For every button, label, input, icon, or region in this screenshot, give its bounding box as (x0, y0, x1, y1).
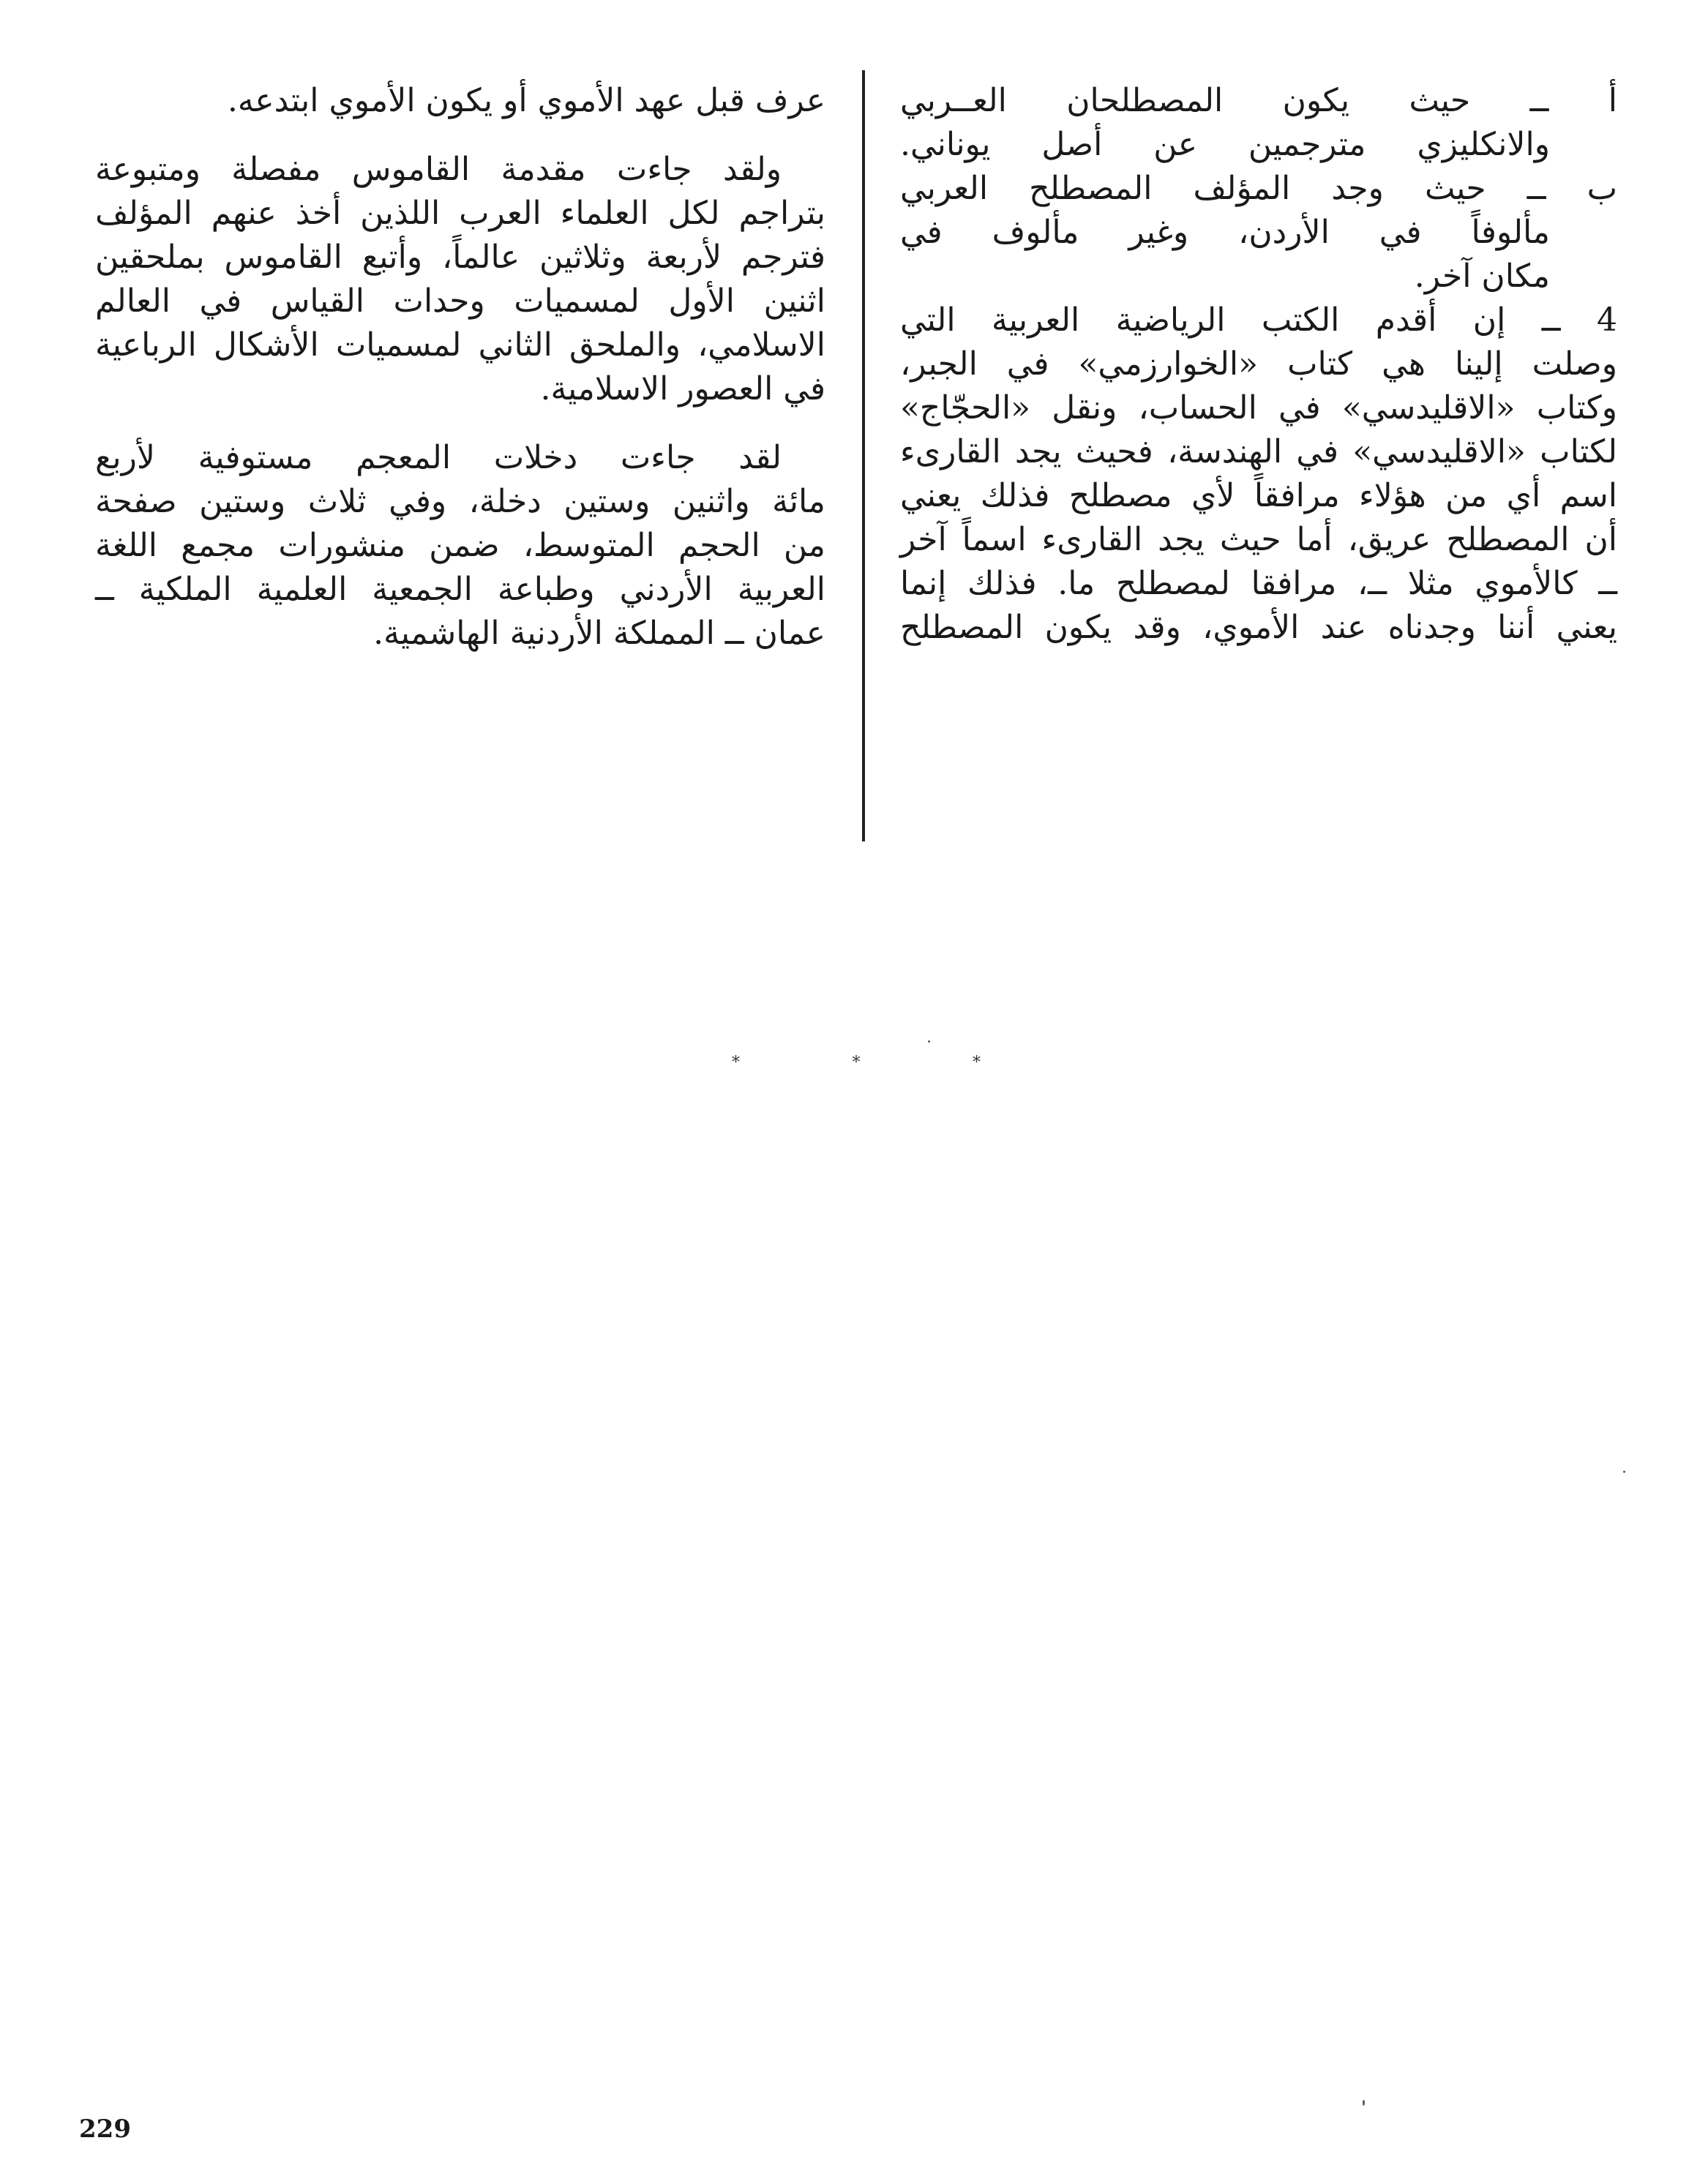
text-line: 4 ــ إن أقدم الكتب الرياضية العربية التي (900, 301, 1617, 339)
text-line: عرف قبل عهد الأموي أو يكون الأموي ابتدعه. (227, 82, 825, 119)
text-line: اسم أي من هؤلاء مرافقاً لأي مصطلح فذلك يعني (900, 477, 1617, 514)
paragraph (95, 79, 825, 123)
text-line: أ ــ حيث يكون المصطلحان العــربي (900, 82, 1617, 119)
text-line: في العصور الاسلامية. (540, 370, 825, 408)
text-line: الاسلامي، والملحق الثاني لمسميات الأشكال الرباعية (95, 326, 825, 364)
text-line: ــ كالأموي مثلا ــ، مرافقا لمصطلح ما. فذلك إنما (900, 565, 1617, 602)
scan-speck (1623, 1471, 1625, 1473)
text-line: وكتاب «الاقليدسي» في الحساب، ونقل «الحجّاج» (900, 389, 1617, 427)
scan-speck (928, 1040, 930, 1043)
text-line: العربية الأردني وطباعة الجمعية العلمية الملكية ــ (95, 571, 825, 608)
text-line: بتراجم لكل العلماء العرب اللذين أخذ عنهم المؤلف (95, 195, 825, 232)
paragraph (95, 436, 825, 656)
text-line: مكان آخر. (1414, 258, 1550, 295)
text-line: والانكليزي مترجمين عن أصل يوناني. (900, 126, 1550, 163)
star-ornament: * (852, 1054, 861, 1072)
star-ornament: * (732, 1054, 740, 1072)
text-line: من الحجم المتوسط، ضمن منشورات مجمع اللغة (95, 527, 825, 564)
scan-speck (1363, 2100, 1365, 2106)
text-line: لكتاب «الاقليدسي» في الهندسة، فحيث يجد القارىء (900, 433, 1617, 470)
column-divider (862, 70, 865, 841)
text-line: ولقد جاءت مقدمة القاموس مفصلة ومتبوعة (95, 151, 782, 188)
text-line: مألوفاً في الأردن، وغير مألوف في (900, 214, 1550, 251)
text-line: مائة واثنين وستين دخلة، وفي ثلاث وستين صفحة (95, 483, 825, 520)
star-ornament: * (973, 1054, 981, 1072)
text-line: لقد جاءت دخلات المعجم مستوفية لأربع (95, 439, 782, 476)
left-column (95, 79, 825, 656)
text-line: يعني أننا وجدناه عند الأموي، وقد يكون المصطلح (900, 609, 1617, 646)
text-line: ب ــ حيث وجد المؤلف المصطلح العربي (900, 170, 1617, 207)
page-number: 229 (79, 2114, 131, 2144)
text-line: عمان ــ المملكة الأردنية الهاشمية. (373, 615, 825, 652)
paragraph (95, 148, 825, 411)
text-line: أن المصطلح عريق، أما حيث يجد القارىء اسماً آخر (900, 521, 1617, 558)
text-line: وصلت إلينا هي كتاب «الخوارزمي» في الجبر، (900, 345, 1617, 383)
right-column (900, 79, 1617, 650)
text-line: اثنين الأول لمسميات وحدات القياس في العالم (95, 282, 825, 320)
text-line: فترجم لأربعة وثلاثين عالماً، وأتبع القاموس بملحقين (95, 239, 825, 276)
section-separator (732, 1054, 981, 1072)
